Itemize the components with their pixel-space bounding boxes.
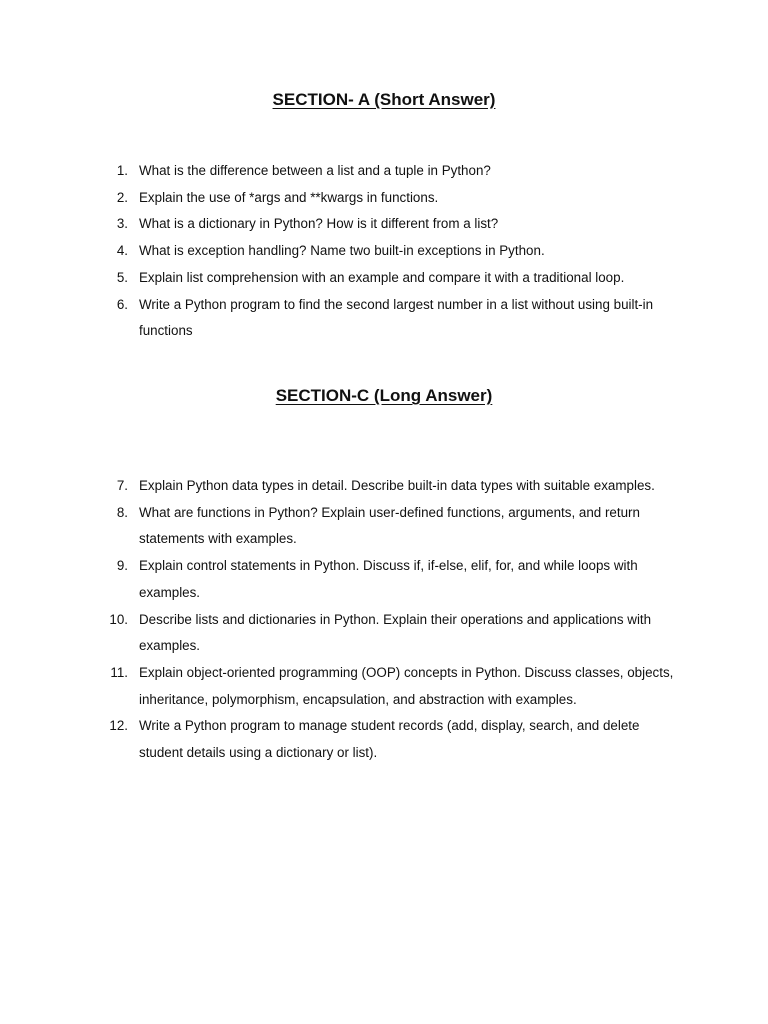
question-item-11	[0, 660, 679, 713]
section-c-question-list	[0, 473, 768, 767]
section-a-question-list	[0, 158, 768, 345]
question-text: Explain the use of *args and **kwargs in functions.	[139, 189, 439, 205]
question-item-7	[0, 473, 679, 500]
question-item-10	[0, 607, 679, 660]
question-item-8	[0, 500, 679, 553]
question-number: 1.	[116, 163, 128, 178]
question-item-9	[0, 553, 679, 606]
section-c-title: SECTION-C (Long Answer)	[275, 386, 493, 405]
question-text: Describe lists and dictionaries in Python. Explain their operations and applications with examples.	[139, 611, 652, 654]
question-number: 9.	[116, 558, 128, 574]
question-item-5	[0, 265, 679, 292]
question-item-4	[0, 238, 679, 265]
question-number: 4.	[116, 243, 128, 259]
question-text: Explain control statements in Python. Discuss if, if-else, elif, for, and while loops with examples.	[139, 558, 638, 600]
question-text: Write a Python program to manage student records (add, display, search, and delete student details using a dictionary or list).	[139, 718, 640, 761]
question-number: 11.	[110, 664, 128, 680]
question-item-6	[0, 292, 679, 345]
question-text: Explain list comprehension with an example and compare it with a traditional loop.	[139, 269, 625, 285]
question-text: Write a Python program to find the second largest number in a list without using built-in functions	[139, 296, 654, 339]
question-number: 8.	[116, 504, 128, 520]
question-text: Explain object-oriented programming (OOP) concepts in Python. Discuss classes, objects, inheritance, polymorphism, encapsulation, and abstraction with examples.	[139, 664, 674, 707]
question-number: 7.	[116, 478, 128, 493]
section-a-title: SECTION- A (Short Answer)	[272, 90, 496, 109]
question-number: 2.	[116, 189, 128, 205]
question-text: What is the difference between a list and a tuple in Python?	[139, 163, 491, 178]
question-number: 12.	[109, 718, 128, 734]
question-text: What are functions in Python? Explain user-defined functions, arguments, and return statements with examples.	[139, 504, 640, 547]
question-item-3	[0, 211, 679, 238]
question-text: What is a dictionary in Python? How is it different from a list?	[139, 216, 499, 232]
question-item-2	[0, 185, 679, 212]
question-item-1	[0, 158, 679, 185]
question-item-12	[0, 713, 679, 766]
question-text: What is exception handling? Name two built-in exceptions in Python.	[139, 243, 545, 259]
question-number: 10.	[109, 611, 128, 627]
question-text: Explain Python data types in detail. Describe built-in data types with suitable examples.	[139, 478, 655, 493]
question-number: 3.	[116, 216, 128, 232]
question-number: 6.	[116, 296, 128, 312]
question-number: 5.	[116, 269, 128, 285]
